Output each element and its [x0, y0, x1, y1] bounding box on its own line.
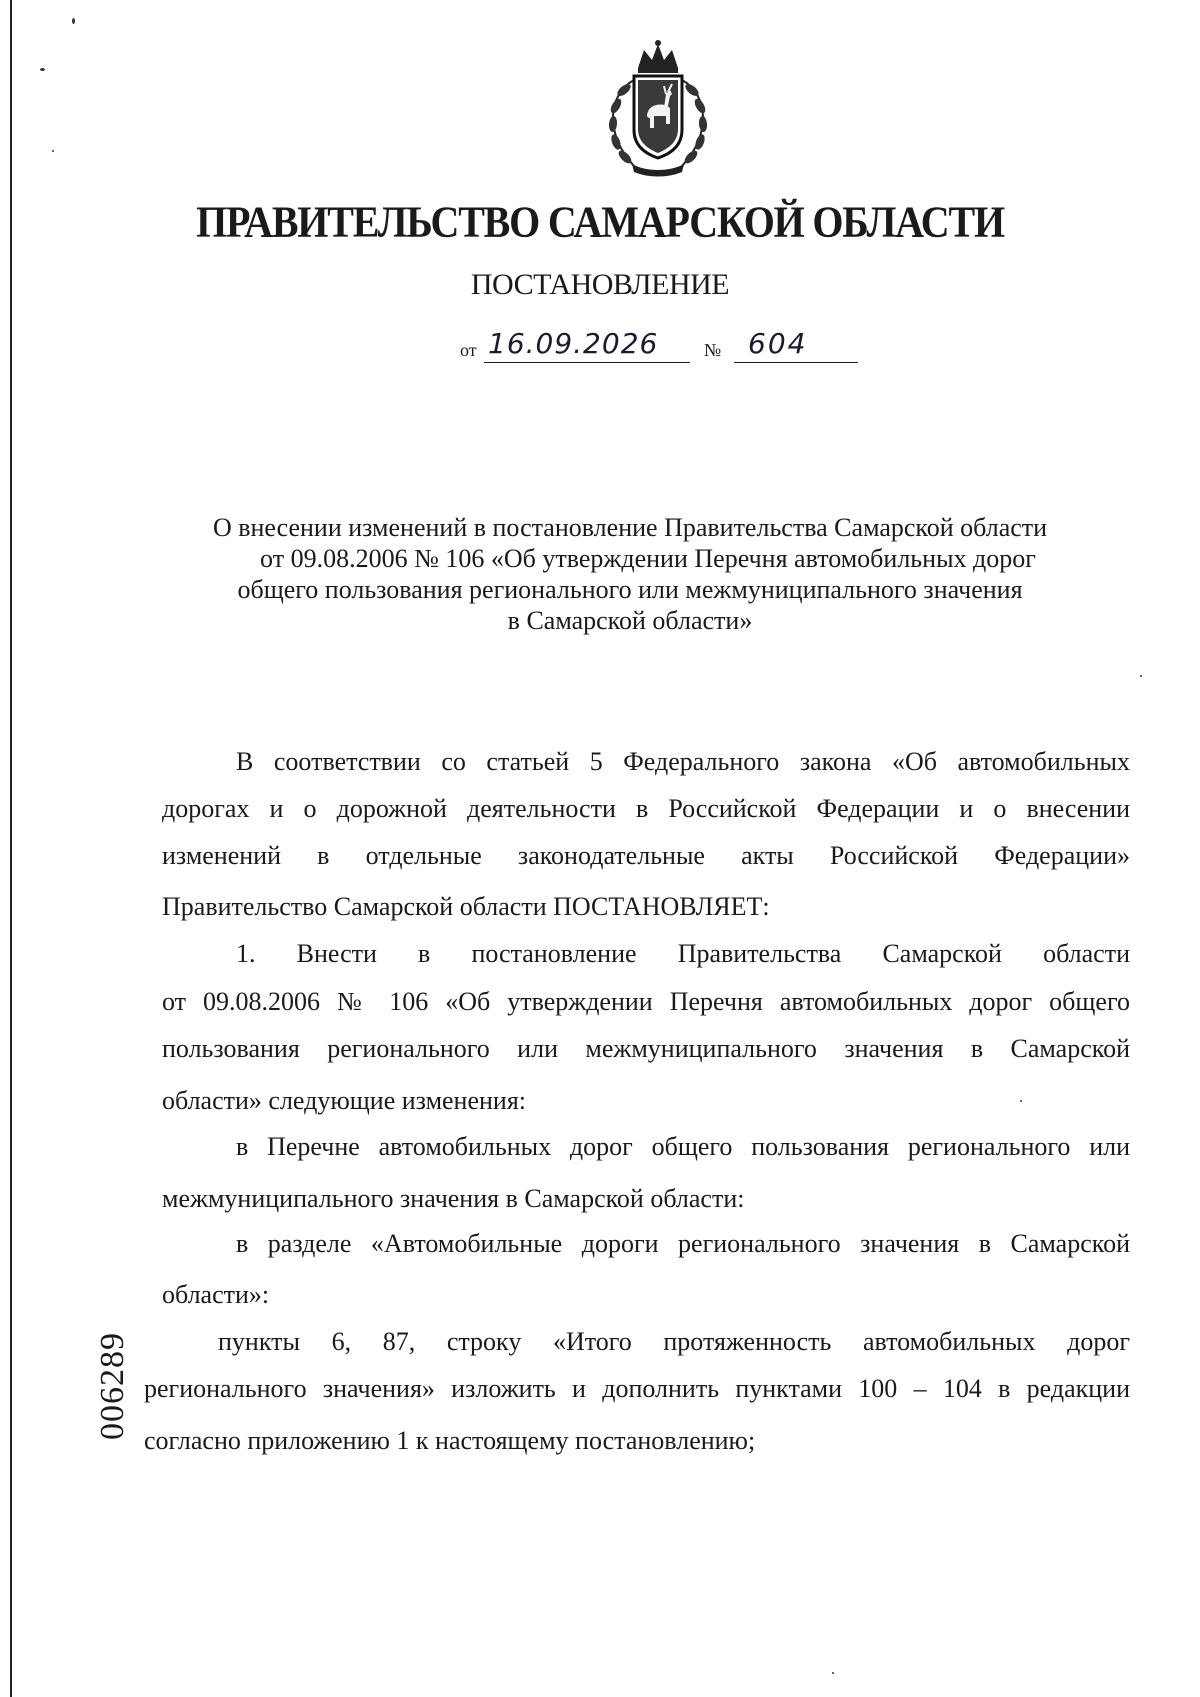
- preamble-line: Правительство Самарской области ПОСТАНОВЛЯЕТ:: [162, 892, 770, 921]
- scan-speck: [1020, 1100, 1022, 1102]
- serial-stamp: 006289: [94, 1332, 131, 1440]
- subject-line: О внесении изменений в постановление Правительства Самарской области: [212, 513, 1048, 542]
- preamble-line: изменений в отдельные законодательные акты Российской Федерации»: [162, 841, 1130, 870]
- number-label: №: [704, 340, 722, 360]
- subject-line: от 09.08.2006 № 106 «Об утверждении Перечня автомобильных дорог: [260, 544, 1036, 573]
- subject-line: в Самарской области»: [507, 606, 753, 635]
- organization-title: ПРАВИТЕЛЬСТВО САМАРСКОЙ ОБЛАСТИ: [196, 196, 1004, 247]
- document-type: ПОСТАНОВЛЕНИЕ: [470, 268, 730, 301]
- scan-speck: [1140, 675, 1142, 677]
- preamble-line: дорогах и о дорожной деятельности в Российской Федерации и о внесении: [162, 794, 1130, 823]
- item1-line: от 09.08.2006 № 106 «Об утверждении Перечня автомобильных дорог общего: [162, 987, 1130, 1016]
- date-number-line: [460, 326, 860, 366]
- scan-speck: [72, 18, 75, 24]
- scan-speck: [40, 68, 45, 71]
- scan-speck: [52, 150, 54, 152]
- points-line: регионального значения» изложить и дополнить пунктами 100 – 104 в редакции: [144, 1374, 1130, 1403]
- section-line: области»:: [162, 1280, 270, 1309]
- scan-speck: [832, 1672, 834, 1674]
- list-line: межмуниципального значения в Самарской области:: [162, 1184, 745, 1213]
- handwritten-date: 16.09.2026: [484, 326, 690, 363]
- item1-line: 1. Внести в постановление Правительства Самарской области: [236, 939, 1130, 968]
- list-line: в Перечне автомобильных дорог общего пользования регионального или: [236, 1132, 1130, 1161]
- samara-coat-of-arms-icon: [594, 38, 722, 180]
- document-subject: [150, 512, 1110, 636]
- handwritten-number: 604: [734, 326, 858, 363]
- item1-line: пользования регионального или межмуниципального значения в Самарской: [162, 1034, 1130, 1063]
- item1-line: области» следующие изменения:: [162, 1086, 527, 1115]
- subject-line: общего пользования регионального или межмуниципального значения: [237, 575, 1023, 604]
- date-prefix: от: [460, 340, 477, 360]
- preamble-line: В соответствии со статьей 5 Федерального закона «Об автомобильных: [236, 747, 1130, 776]
- section-line: в разделе «Автомобильные дороги регионального значения в Самарской: [236, 1229, 1130, 1258]
- points-line: пункты 6, 87, строку «Итого протяженность автомобильных дорог: [218, 1327, 1130, 1356]
- scan-edge-line: [10, 0, 12, 1697]
- points-line: согласно приложению 1 к настоящему постановлению;: [144, 1426, 756, 1455]
